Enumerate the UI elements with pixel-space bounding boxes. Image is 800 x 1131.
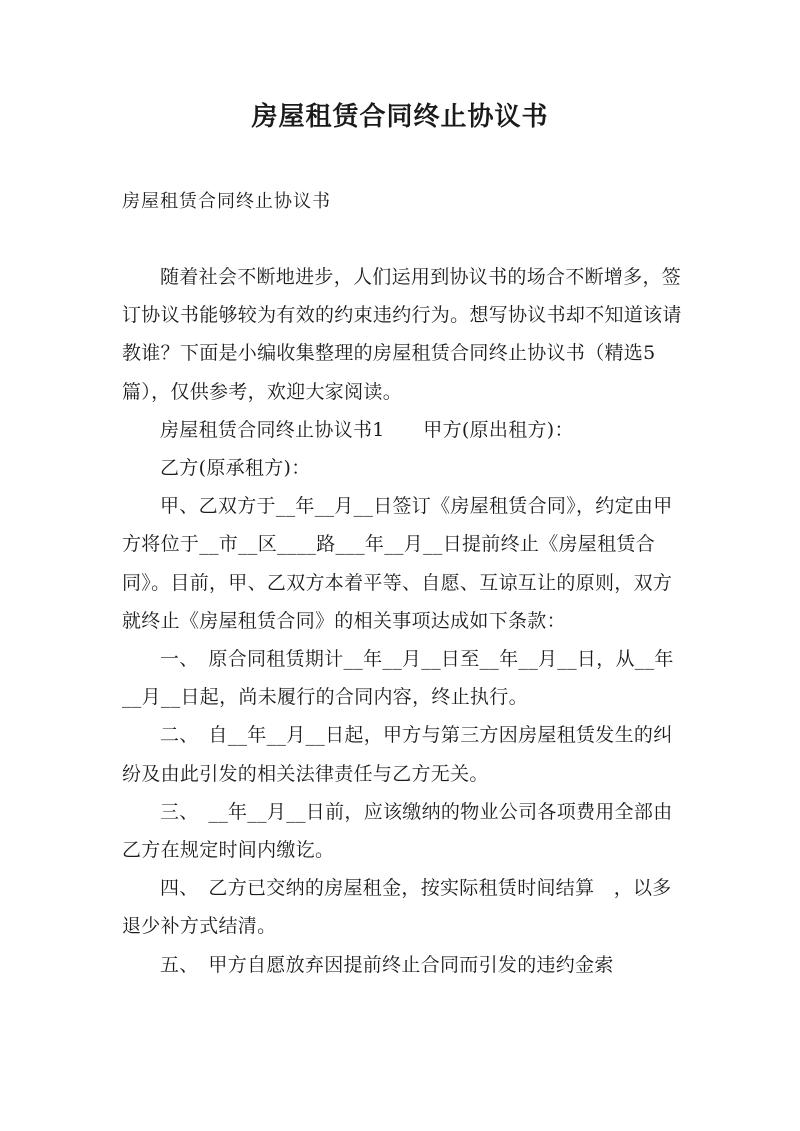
clause-3: 三、 __年__月__日前，应该缴纳的物业公司各项费用全部由乙方在规定时间内缴讫。 — [122, 800, 673, 862]
clause-5: 五、 甲方自愿放弃因提前终止合同而引发的违约金索 — [160, 953, 614, 976]
clause-4: 四、 乙方已交纳的房屋租金，按实际租赁时间结算 ，以多退少补方式结清。 — [122, 877, 672, 938]
agreement-1-heading-party-a: 房屋租赁合同终止协议书1 甲方(原出租方)： — [160, 418, 574, 441]
party-b-line: 乙方(原承租方)： — [160, 457, 311, 480]
document-subtitle: 房屋租赁合同终止协议书 — [122, 191, 331, 212]
clause-2: 二、 自__年__月__日起，甲方与第三方因房屋租赁发生的纠纷及由此引发的相关法律责任与乙方无关。 — [122, 724, 673, 785]
preamble-paragraph: 甲、乙双方于__年__月__日签订《房屋租赁合同》，约定由甲方将位于__市__区____路___年__月__日提前终止《房屋租赁合同》。目前，甲、乙双方本着平等、自愿、互谅互让的原则，双方就终止《房屋租赁合同》的相关事项达成如下条款： — [122, 495, 673, 632]
clause-1: 一、 原合同租赁期计__年__月__日至__年__月__日，从__年__月__日起，尚未履行的合同内容，终止执行。 — [122, 648, 674, 709]
intro-paragraph: 随着社会不断地进步，人们运用到协议书的场合不断增多，签订协议书能够较为有效的约束违约行为。想写协议书却不知道该请教谁？下面是小编收集整理的房屋租赁合同终止协议书（精选5篇），仅供参考，欢迎大家阅读。 — [122, 266, 682, 403]
document-title: 房屋租赁合同终止协议书 — [251, 102, 549, 132]
document-body — [122, 258, 682, 984]
